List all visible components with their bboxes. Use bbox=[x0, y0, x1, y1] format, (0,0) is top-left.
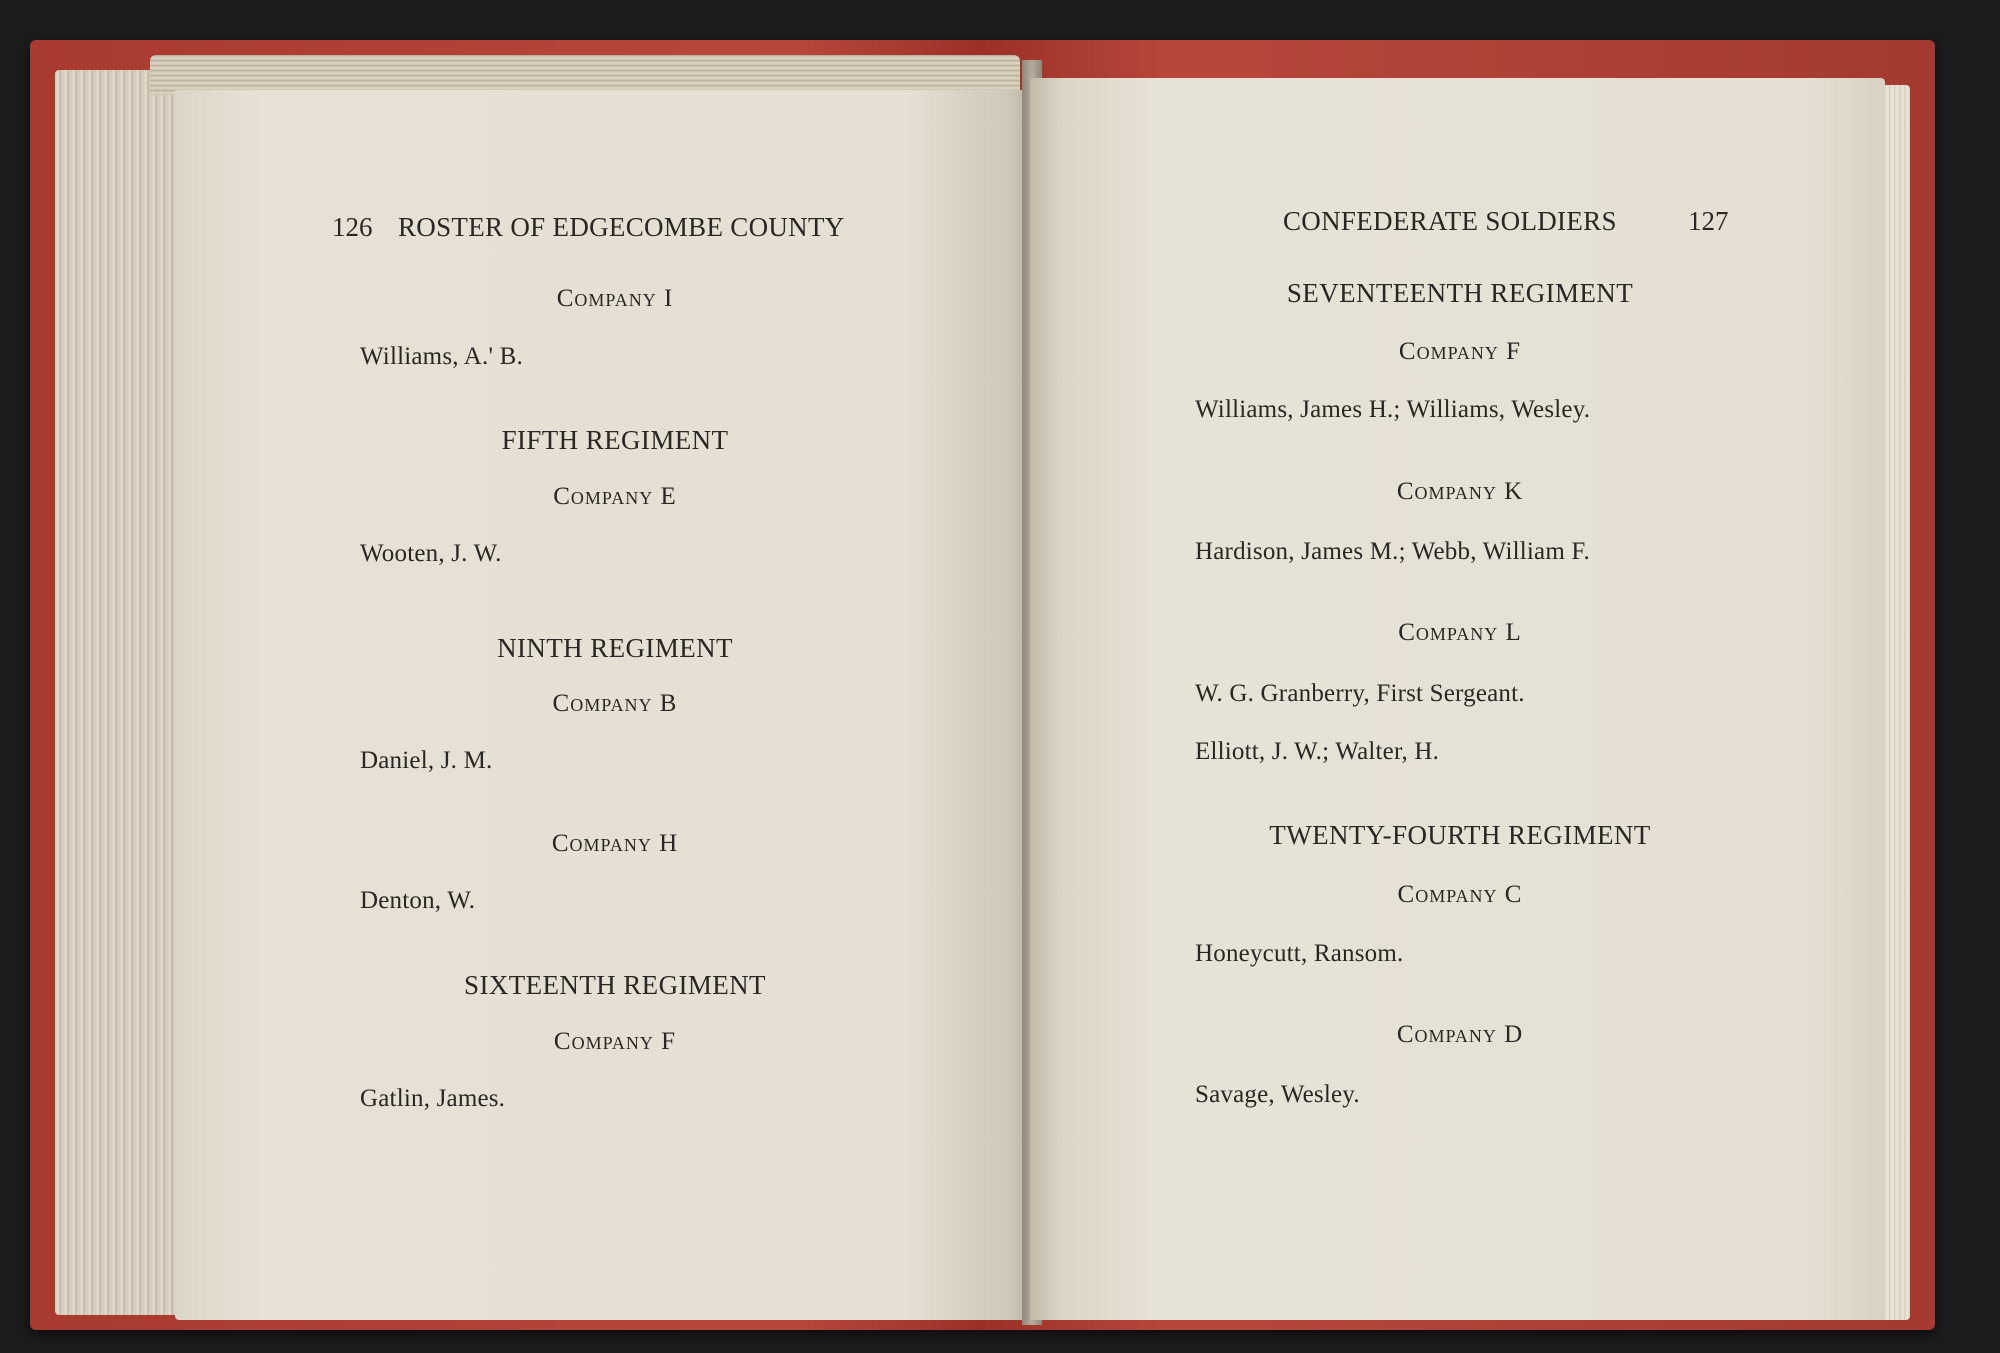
roster-entry: Daniel, J. M. bbox=[360, 747, 493, 774]
page-edges-left bbox=[55, 70, 195, 1315]
company-heading: Company D bbox=[1396, 1021, 1524, 1048]
company-heading: Company L bbox=[1398, 619, 1522, 646]
roster-entry: Williams, A.' B. bbox=[360, 343, 523, 370]
company-heading: Company F bbox=[1398, 338, 1522, 365]
running-head: CONFEDERATE SOLDIERS bbox=[1283, 206, 1617, 236]
left-page bbox=[175, 90, 1035, 1320]
regiment-heading: SEVENTEENTH REGIMENT bbox=[1286, 278, 1634, 308]
page-edges-top bbox=[150, 55, 1020, 95]
roster-entry: Gatlin, James. bbox=[360, 1085, 506, 1112]
running-head: ROSTER OF EDGECOMBE COUNTY bbox=[398, 212, 845, 242]
company-heading: Company C bbox=[1397, 881, 1523, 908]
company-heading: Company B bbox=[552, 690, 678, 717]
company-heading: Company H bbox=[551, 830, 679, 857]
roster-entry: Williams, James H.; Williams, Wesley. bbox=[1195, 396, 1591, 423]
regiment-heading: TWENTY-FOURTH REGIMENT bbox=[1269, 820, 1651, 850]
roster-entry: Elliott, J. W.; Walter, H. bbox=[1195, 738, 1440, 765]
regiment-heading: NINTH REGIMENT bbox=[497, 633, 733, 663]
page-number: 126 bbox=[332, 212, 373, 242]
right-page bbox=[1030, 78, 1885, 1320]
regiment-heading: FIFTH REGIMENT bbox=[501, 425, 729, 455]
regiment-heading: SIXTEENTH REGIMENT bbox=[464, 970, 766, 1000]
roster-entry: Savage, Wesley. bbox=[1195, 1081, 1360, 1108]
roster-entry: Denton, W. bbox=[360, 887, 476, 914]
company-heading: Company E bbox=[553, 483, 677, 510]
roster-entry: Wooten, J. W. bbox=[360, 540, 502, 567]
company-heading: Company K bbox=[1396, 478, 1524, 505]
roster-entry: Hardison, James M.; Webb, William F. bbox=[1195, 538, 1590, 565]
roster-entry: Honeycutt, Ransom. bbox=[1195, 940, 1404, 967]
page-number: 127 bbox=[1688, 206, 1729, 236]
company-heading: Company I bbox=[556, 285, 674, 312]
company-heading: Company F bbox=[553, 1028, 677, 1055]
roster-entry: W. G. Granberry, First Sergeant. bbox=[1195, 680, 1525, 707]
